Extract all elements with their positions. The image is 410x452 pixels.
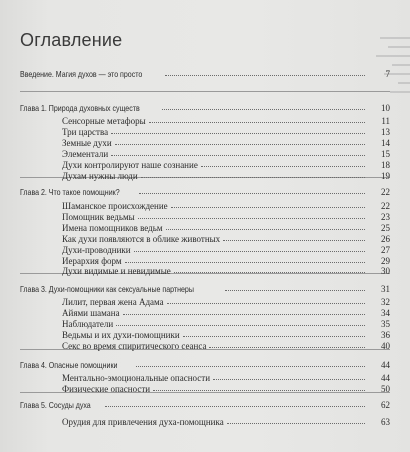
page-title: Оглавление [20,30,123,50]
toc-entry-title: Как духи появляются в облике животных [62,234,221,244]
toc-chapter-entry [20,397,390,410]
toc-entry-title: Имена помощников ведьм [62,223,163,233]
toc-entry-title: Айями шамана [62,308,120,318]
toc-chapter-entry [20,281,390,294]
dot-leader [167,303,365,304]
dot-leader [115,144,365,145]
toc-section-entry [62,381,390,394]
dot-leader [165,75,365,76]
dot-leader [141,177,365,178]
dot-leader [111,133,365,134]
dot-leader [166,229,365,230]
toc-page-number: 31 [381,284,390,294]
toc-page-number: 26 [381,234,390,244]
toc-entry-title: Физические опасности [62,384,151,394]
toc-chapter-entry [20,100,390,113]
toc-page-number: 10 [381,103,390,113]
toc-page-number: 40 [381,341,390,351]
dot-leader [116,325,365,326]
toc-page-number: 63 [381,417,390,427]
toc-entry-title: Духи видимые и невидимые [62,266,171,276]
toc-entry-title: Глава 1. Природа духовных существ [20,104,140,113]
toc-page-number: 35 [381,319,390,329]
toc-entry-title: Орудия для привлечения духа-помощника [62,417,224,427]
toc-page-number: 36 [381,330,390,340]
toc-entry-title: Ментально-эмоциональные опасности [62,373,211,383]
dot-leader [201,166,365,167]
toc-section-entry [62,338,390,351]
toc-entry-title: Помощник ведьмы [62,212,135,222]
toc-page-number: 34 [381,308,390,318]
toc-section-entry [62,168,390,181]
toc-page-number: 22 [381,201,390,211]
dot-leader [213,379,365,380]
toc-page-number: 15 [381,149,390,159]
toc-page-number: 44 [381,360,390,370]
toc-chapter-entry [20,184,390,197]
section-divider [20,91,390,92]
toc-page-number: 19 [381,171,390,181]
toc-page-number: 18 [381,160,390,170]
toc-entry-title: Наблюдатели [62,319,114,329]
toc-page-number: 30 [381,266,390,276]
toc-entry-title: Духи контролируют наше сознание [62,160,198,170]
dot-leader [111,155,365,156]
dot-leader [225,290,365,291]
toc-entry-title: Духи-проводники [62,245,131,255]
toc-entry-title: Духам нужны люди [62,171,138,181]
dot-leader [183,336,365,337]
toc-entry-title: Секс во время спиритического сеанса [62,341,207,351]
dot-leader [139,193,365,194]
toc-entry-title: Иерархия форм [62,256,122,266]
toc-page-number: 32 [381,297,390,307]
toc-entry-title: Глава 3. Духи-помощники как сексуальные партнеры [20,285,194,294]
toc-entry-title: Три царства [62,127,109,137]
toc-entry-title: Глава 5. Сосуды духа [20,401,91,410]
dot-leader [105,406,365,407]
toc-entry-title: Глава 4. Опасные помощники [20,361,118,370]
toc-page-number: 62 [381,400,390,410]
toc-page-number: 7 [385,69,390,79]
dot-leader [227,423,365,424]
toc-chapter-entry [20,66,390,79]
dot-leader [134,251,365,252]
toc-entry-title: Земные духи [62,138,112,148]
toc-entry-title: Введение. Магия духов — это просто [20,70,143,79]
dot-leader [136,366,365,367]
toc-page-number: 25 [381,223,390,233]
dot-leader [223,240,365,241]
dot-leader [162,109,365,110]
toc-section-entry [62,263,390,276]
dot-leader [171,207,365,208]
dot-leader [123,314,365,315]
dot-leader [138,218,365,219]
toc-page-number: 22 [381,187,390,197]
toc-page-number: 11 [381,116,390,126]
toc-page-number: 27 [381,245,390,255]
toc-entry-title: Шаманское происхождение [62,201,168,211]
toc-page-number: 14 [381,138,390,148]
toc-chapter-entry [20,357,390,370]
toc-entry-title: Лилит, первая жена Адама [62,297,164,307]
dot-leader [174,272,365,273]
toc-entry-title: Сенсорные метафоры [62,116,146,126]
dot-leader [209,347,365,348]
toc-page-number: 13 [381,127,390,137]
toc-section-entry [62,414,390,427]
toc-entry-title: Глава 2. Что такое помощник? [20,188,120,197]
dot-leader [149,122,365,123]
toc-page-number: 44 [381,373,390,383]
toc-page-number: 23 [381,212,390,222]
toc-entry-title: Элементали [62,149,109,159]
toc-entry-title: Ведьмы и их духи-помощники [62,330,180,340]
dot-leader [153,390,365,391]
toc-page-number: 29 [381,256,390,266]
toc-page-number: 50 [381,384,390,394]
